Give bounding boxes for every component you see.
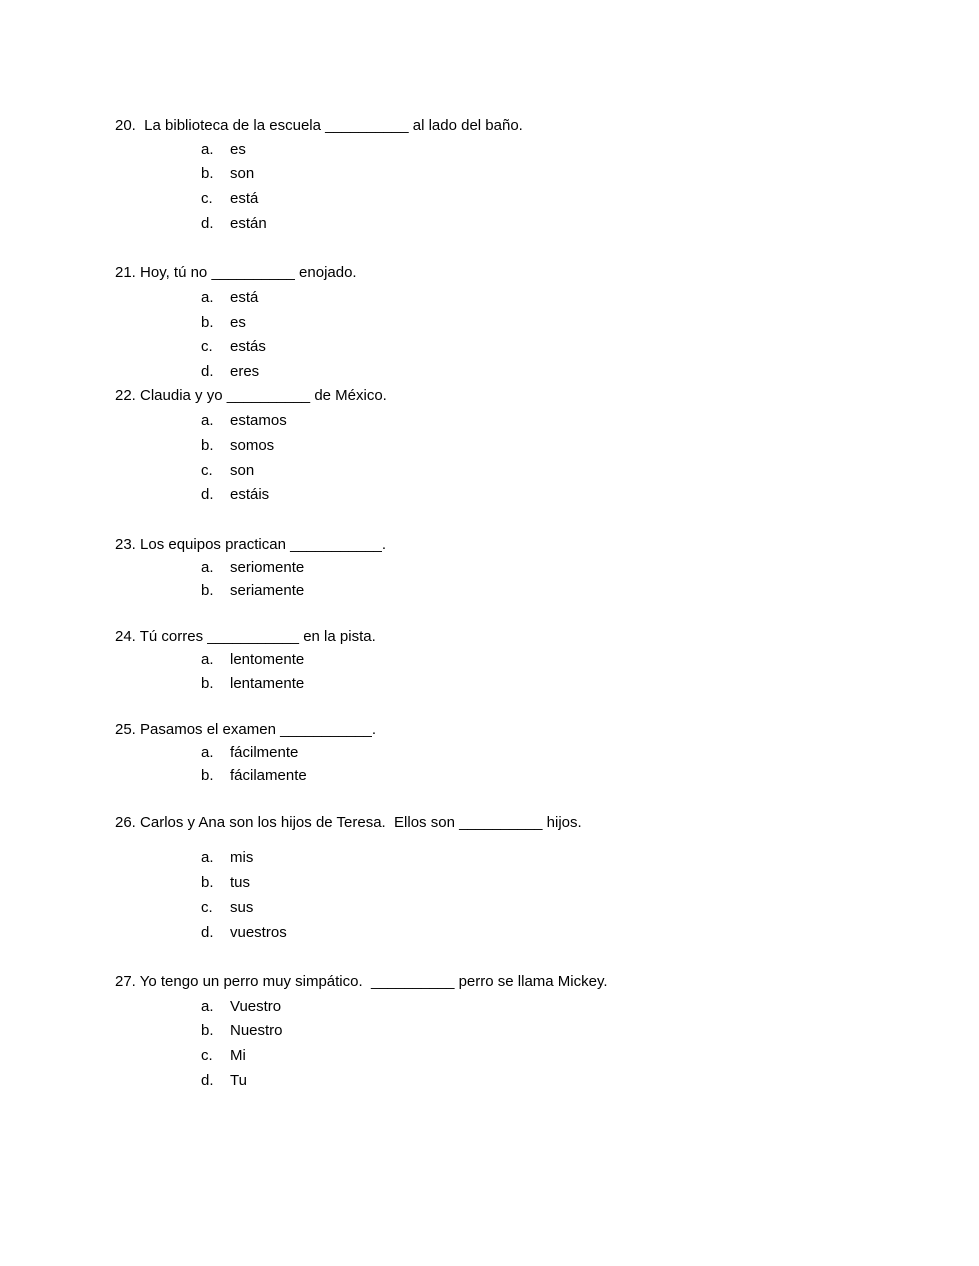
option-letter: b.: [201, 314, 214, 331]
option-text: tus: [230, 874, 251, 891]
option-letter: a.: [201, 849, 214, 866]
option-text: fácilmente: [230, 744, 299, 761]
question-stem: 26. Carlos y Ana son los hijos de Teresa. Ellos son __________ hijos.: [115, 814, 582, 831]
option-text: estás: [230, 338, 266, 355]
option-letter: b.: [201, 582, 214, 599]
option-letter: a.: [201, 141, 214, 158]
option-letter: c.: [201, 338, 213, 355]
option-letter: c.: [201, 462, 213, 479]
option-text: es: [230, 314, 246, 331]
option-text: Tu: [230, 1072, 247, 1089]
option-letter: c.: [201, 1047, 213, 1064]
option-letter: c.: [201, 899, 213, 916]
option-letter: d.: [201, 924, 214, 941]
option-text: mis: [230, 849, 254, 866]
option-letter: d.: [201, 363, 214, 380]
option-text: somos: [230, 437, 275, 454]
question-stem: 23. Los equipos practican ___________.: [115, 536, 387, 553]
option-letter: a.: [201, 744, 214, 761]
option-text: están: [230, 215, 267, 232]
option-letter: a.: [201, 998, 214, 1015]
option-letter: a.: [201, 289, 214, 306]
option-text: Vuestro: [230, 998, 282, 1015]
option-text: son: [230, 462, 255, 479]
option-text: es: [230, 141, 246, 158]
option-letter: d.: [201, 1072, 214, 1089]
option-text: seriamente: [230, 582, 305, 599]
option-letter: b.: [201, 437, 214, 454]
option-text: estáis: [230, 486, 270, 503]
question-stem: 24. Tú corres ___________ en la pista.: [115, 628, 376, 645]
option-text: fácilamente: [230, 767, 307, 784]
option-text: Mi: [230, 1047, 246, 1064]
option-letter: b.: [201, 874, 214, 891]
option-letter: d.: [201, 215, 214, 232]
question-stem: 25. Pasamos el examen ___________.: [115, 721, 377, 738]
option-letter: a.: [201, 559, 214, 576]
option-letter: a.: [201, 651, 214, 668]
option-text: vuestros: [230, 924, 287, 941]
question-stem: 22. Claudia y yo __________ de México.: [115, 387, 387, 404]
option-text: seriomente: [230, 559, 305, 576]
question-stem: 27. Yo tengo un perro muy simpático. __________ perro se llama Mickey.: [115, 973, 608, 990]
option-text: sus: [230, 899, 254, 916]
option-letter: b.: [201, 767, 214, 784]
option-text: son: [230, 165, 255, 182]
option-text: estamos: [230, 412, 287, 429]
option-text: Nuestro: [230, 1022, 283, 1039]
option-letter: d.: [201, 486, 214, 503]
option-letter: b.: [201, 165, 214, 182]
option-letter: a.: [201, 412, 214, 429]
question-stem: 21. Hoy, tú no __________ enojado.: [115, 264, 357, 281]
option-text: está: [230, 190, 259, 207]
option-text: lentomente: [230, 651, 305, 668]
option-text: lentamente: [230, 675, 305, 692]
option-text: eres: [230, 363, 260, 380]
option-letter: b.: [201, 1022, 214, 1039]
option-text: está: [230, 289, 259, 306]
option-letter: c.: [201, 190, 213, 207]
option-letter: b.: [201, 675, 214, 692]
question-stem: 20. La biblioteca de la escuela __________ al lado del baño.: [115, 117, 523, 134]
